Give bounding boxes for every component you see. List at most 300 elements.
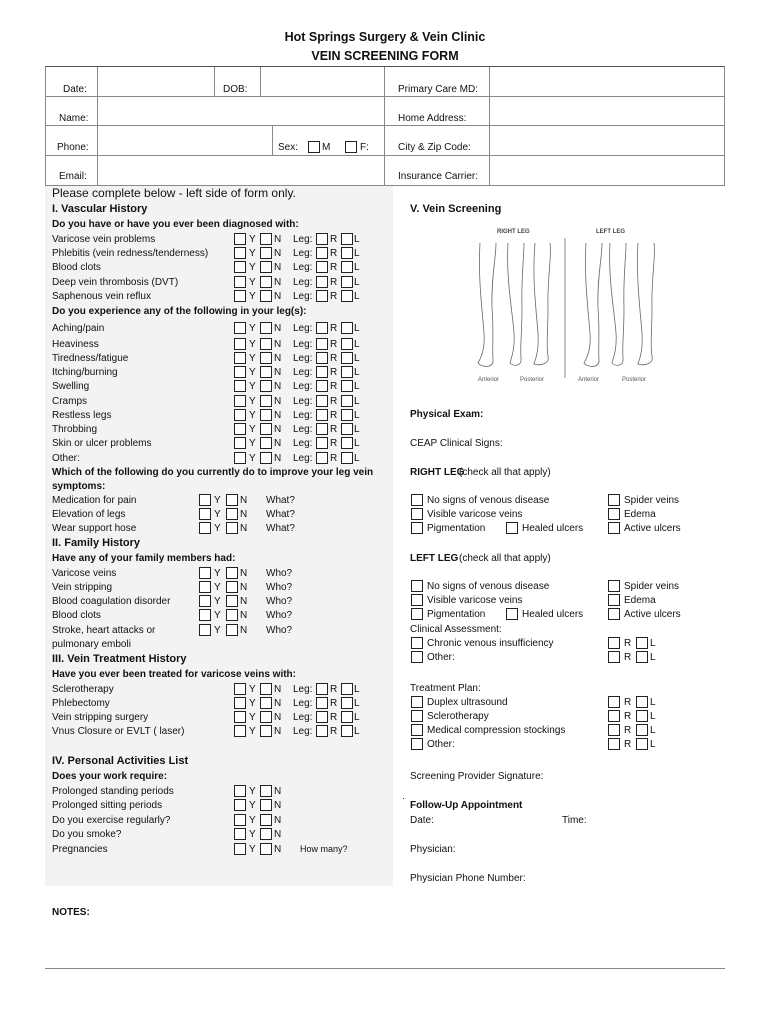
no-label: N	[274, 234, 282, 245]
symptom-yes-checkbox-0[interactable]	[234, 322, 246, 334]
symptom-no-checkbox-4[interactable]	[260, 380, 272, 392]
symptom-right-checkbox-7[interactable]	[316, 423, 328, 435]
family-yes-checkbox-3[interactable]	[199, 609, 211, 621]
diagnosed-yes-checkbox-1[interactable]	[234, 247, 246, 259]
leg-label: Leg:	[293, 262, 313, 273]
right-label: R	[330, 453, 338, 464]
diagnosed-right-checkbox-2[interactable]	[316, 261, 328, 273]
symptom-no-checkbox-6[interactable]	[260, 409, 272, 421]
symptom-yes-checkbox-5[interactable]	[234, 395, 246, 407]
left-label: L	[354, 339, 360, 350]
plan-left-checkbox-0[interactable]	[636, 696, 648, 708]
assessment-left-checkbox-1[interactable]	[636, 651, 648, 663]
sex-f-checkbox[interactable]	[345, 141, 357, 153]
symptom-yes-checkbox-8[interactable]	[234, 437, 246, 449]
yes-label: Y	[249, 800, 256, 811]
right-label: R	[330, 323, 338, 334]
assessment-right-checkbox-0[interactable]	[608, 637, 620, 649]
symptom-yes-checkbox-1[interactable]	[234, 338, 246, 350]
left-sign2-label: Edema	[624, 595, 656, 606]
symptom-left-checkbox-0[interactable]	[341, 322, 353, 334]
diagnosed-no-checkbox-1[interactable]	[260, 247, 272, 259]
notes-label: NOTES:	[52, 907, 90, 918]
right-label: R	[330, 438, 338, 449]
left-label: L	[354, 410, 360, 421]
diagnosed-left-checkbox-2[interactable]	[341, 261, 353, 273]
diagnosed-no-checkbox-4[interactable]	[260, 290, 272, 302]
symptom-right-checkbox-5[interactable]	[316, 395, 328, 407]
posterior-label-2: Posterior	[622, 377, 647, 383]
family-no-checkbox-4[interactable]	[226, 624, 238, 636]
no-label: N	[274, 844, 282, 855]
right-label: R	[330, 698, 338, 709]
improve-question: Which of the following do you currently do to improve your leg vein	[52, 467, 374, 478]
family-yes-checkbox-0[interactable]	[199, 567, 211, 579]
right-sign2-checkbox-1[interactable]	[608, 508, 620, 520]
leg-label: Leg:	[293, 234, 313, 245]
symptom-right-checkbox-1[interactable]	[316, 338, 328, 350]
yes-label: Y	[214, 509, 221, 520]
left-sign-label: Visible varicose veins	[427, 595, 523, 606]
symptom-left-checkbox-8[interactable]	[341, 437, 353, 449]
followup-box	[403, 798, 404, 799]
symptom-no-checkbox-0[interactable]	[260, 322, 272, 334]
symptom-left-checkbox-9[interactable]	[341, 452, 353, 464]
diagnosed-yes-checkbox-2[interactable]	[234, 261, 246, 273]
diagnosed-left-checkbox-0[interactable]	[341, 233, 353, 245]
clinical-assessment-label: Clinical Assessment:	[410, 624, 502, 635]
plan-checkbox-3[interactable]	[411, 738, 423, 750]
yes-label: Y	[214, 625, 221, 636]
yes-label: Y	[249, 453, 256, 464]
family-no-checkbox-0[interactable]	[226, 567, 238, 579]
vein-treatment-yes-checkbox-2[interactable]	[234, 711, 246, 723]
symptom-right-checkbox-2[interactable]	[316, 352, 328, 364]
activity-yes-checkbox-1[interactable]	[234, 799, 246, 811]
improve-yes-checkbox-1[interactable]	[199, 508, 211, 520]
diagnosed-yes-checkbox-0[interactable]	[234, 233, 246, 245]
improve-yes-checkbox-2[interactable]	[199, 522, 211, 534]
symptom-yes-checkbox-7[interactable]	[234, 423, 246, 435]
right-sign2-checkbox-0[interactable]	[608, 494, 620, 506]
no-label: N	[274, 410, 282, 421]
vein-treatment-no-checkbox-2[interactable]	[260, 711, 272, 723]
vein-treatment-yes-checkbox-1[interactable]	[234, 697, 246, 709]
left-label: L	[650, 739, 656, 750]
right-label: R	[330, 234, 338, 245]
yes-label: Y	[249, 815, 256, 826]
yes-label: Y	[249, 712, 256, 723]
experience-question: Do you experience any of the following in your leg(s):	[52, 306, 307, 317]
vein-treatment-no-checkbox-1[interactable]	[260, 697, 272, 709]
activity-no-checkbox-0[interactable]	[260, 785, 272, 797]
symptom-no-checkbox-9[interactable]	[260, 452, 272, 464]
no-label: N	[274, 381, 282, 392]
yes-label: Y	[249, 277, 256, 288]
plan-right-checkbox-2[interactable]	[608, 724, 620, 736]
symptom-right-checkbox-6[interactable]	[316, 409, 328, 421]
no-label: N	[240, 625, 248, 636]
yes-label: Y	[249, 262, 256, 273]
symptom-no-checkbox-2[interactable]	[260, 352, 272, 364]
vein-treatment-right-checkbox-3[interactable]	[316, 725, 328, 737]
family-item-label: Blood clots	[52, 610, 101, 621]
yes-label: Y	[249, 410, 256, 421]
vein-treatment-right-checkbox-2[interactable]	[316, 711, 328, 723]
diagnosed-question: Do you have or have you ever been diagnosed with:	[52, 219, 299, 230]
left-sign2-checkbox-1[interactable]	[608, 594, 620, 606]
leg-label: Leg:	[293, 424, 313, 435]
activity-yes-checkbox-4[interactable]	[234, 843, 246, 855]
right-sign-label: Pigmentation	[427, 523, 486, 534]
symptom-yes-checkbox-6[interactable]	[234, 409, 246, 421]
symptom-no-checkbox-7[interactable]	[260, 423, 272, 435]
diagnosed-left-checkbox-4[interactable]	[341, 290, 353, 302]
no-label: N	[274, 277, 282, 288]
symptom-right-checkbox-4[interactable]	[316, 380, 328, 392]
plan-left-checkbox-1[interactable]	[636, 710, 648, 722]
leg-label: Leg:	[293, 684, 313, 695]
treatment-label: Wear support hose	[52, 523, 137, 534]
yes-label: Y	[249, 367, 256, 378]
yes-label: Y	[249, 339, 256, 350]
right-sign2-checkbox-2[interactable]	[608, 522, 620, 534]
vein-treatment-label: Phlebectomy	[52, 698, 110, 709]
symptom-right-checkbox-3[interactable]	[316, 366, 328, 378]
leg-label: Leg:	[293, 367, 313, 378]
family-item-label: Stroke, heart attacks or	[52, 625, 156, 636]
left-label: L	[354, 262, 360, 273]
leg-label: Leg:	[293, 726, 313, 737]
name-label: Name:	[59, 113, 89, 124]
yes-label: Y	[214, 596, 221, 607]
right-label: R	[330, 367, 338, 378]
symptom-yes-checkbox-2[interactable]	[234, 352, 246, 364]
physical-exam-label: Physical Exam:	[410, 409, 484, 420]
no-label: N	[240, 568, 248, 579]
improve-no-checkbox-2[interactable]	[226, 522, 238, 534]
sex-f-label: F:	[360, 142, 369, 153]
who-label: Who?	[266, 582, 293, 593]
activity-no-checkbox-2[interactable]	[260, 814, 272, 826]
activity-no-checkbox-3[interactable]	[260, 828, 272, 840]
diagnosed-no-checkbox-3[interactable]	[260, 276, 272, 288]
no-label: N	[274, 248, 282, 259]
pcp-label: Primary Care MD:	[398, 84, 479, 95]
symptom-left-checkbox-6[interactable]	[341, 409, 353, 421]
right-label: R	[624, 739, 632, 750]
family-no-checkbox-1[interactable]	[226, 581, 238, 593]
right-label: R	[330, 291, 338, 302]
leg-label: Leg:	[293, 712, 313, 723]
activity-label: Do you smoke?	[52, 829, 122, 840]
no-label: N	[240, 582, 248, 593]
right-sign2-label: Edema	[624, 509, 656, 520]
vein-treatment-left-checkbox-3[interactable]	[341, 725, 353, 737]
right-label: R	[330, 277, 338, 288]
family-yes-checkbox-1[interactable]	[199, 581, 211, 593]
right-label: R	[330, 248, 338, 259]
symptom-label: Skin or ulcer problems	[52, 438, 152, 449]
no-label: N	[274, 815, 282, 826]
vein-treatment-no-checkbox-0[interactable]	[260, 683, 272, 695]
vein-treatment-right-checkbox-0[interactable]	[316, 683, 328, 695]
diagnosed-right-checkbox-1[interactable]	[316, 247, 328, 259]
symptom-left-checkbox-2[interactable]	[341, 352, 353, 364]
plan-left-checkbox-2[interactable]	[636, 724, 648, 736]
yes-label: Y	[249, 234, 256, 245]
no-label: N	[274, 829, 282, 840]
family-yes-checkbox-2[interactable]	[199, 595, 211, 607]
family-history-title: II. Family History	[52, 537, 141, 549]
symptom-left-checkbox-5[interactable]	[341, 395, 353, 407]
assessment-other-label: Other:	[427, 652, 455, 663]
left-sign-checkbox-0[interactable]	[411, 580, 423, 592]
diagram-right-leg-label: RIGHT LEG	[497, 229, 530, 235]
yes-label: Y	[249, 438, 256, 449]
vein-treatment-title: III. Vein Treatment History	[52, 653, 187, 665]
assessment-other-checkbox[interactable]	[411, 651, 423, 663]
improve-no-checkbox-0[interactable]	[226, 494, 238, 506]
no-label: N	[274, 353, 282, 364]
right-label: R	[330, 424, 338, 435]
symptom-yes-checkbox-4[interactable]	[234, 380, 246, 392]
plan-right-checkbox-0[interactable]	[608, 696, 620, 708]
diagnosed-no-checkbox-2[interactable]	[260, 261, 272, 273]
family-question: Have any of your family members had:	[52, 553, 236, 564]
symptom-no-checkbox-1[interactable]	[260, 338, 272, 350]
symptom-no-checkbox-5[interactable]	[260, 395, 272, 407]
right-sign-checkbox-2[interactable]	[411, 522, 423, 534]
right-healed-ulcers-label: Healed ulcers	[522, 523, 584, 534]
symptom-left-checkbox-7[interactable]	[341, 423, 353, 435]
yes-label: Y	[214, 610, 221, 621]
no-label: N	[274, 438, 282, 449]
assessment-right-checkbox-1[interactable]	[608, 651, 620, 663]
activity-yes-checkbox-0[interactable]	[234, 785, 246, 797]
symptom-yes-checkbox-9[interactable]	[234, 452, 246, 464]
activity-yes-checkbox-2[interactable]	[234, 814, 246, 826]
activity-label: Prolonged sitting periods	[52, 800, 163, 811]
cvi-label: Chronic venous insufficiency	[427, 638, 554, 649]
condition-label: Varicose vein problems	[52, 234, 156, 245]
left-sign-label: No signs of venous disease	[427, 581, 550, 592]
left-label: L	[354, 291, 360, 302]
diagnosed-left-checkbox-1[interactable]	[341, 247, 353, 259]
left-sign-checkbox-1[interactable]	[411, 594, 423, 606]
left-label: L	[354, 367, 360, 378]
left-label: L	[354, 684, 360, 695]
plan-left-checkbox-3[interactable]	[636, 738, 648, 750]
right-label: R	[624, 725, 632, 736]
leg-label: Leg:	[293, 410, 313, 421]
diagnosed-right-checkbox-3[interactable]	[316, 276, 328, 288]
family-no-checkbox-2[interactable]	[226, 595, 238, 607]
left-label: L	[354, 712, 360, 723]
no-label: N	[274, 712, 282, 723]
left-label: L	[650, 652, 656, 663]
legs-diagram	[460, 238, 660, 378]
right-sign-checkbox-1[interactable]	[411, 508, 423, 520]
diagnosed-right-checkbox-0[interactable]	[316, 233, 328, 245]
leg-label: Leg:	[293, 323, 313, 334]
cvi-checkbox[interactable]	[411, 637, 423, 649]
left-sign-label: Pigmentation	[427, 609, 486, 620]
symptom-no-checkbox-3[interactable]	[260, 366, 272, 378]
plan-checkbox-2[interactable]	[411, 724, 423, 736]
right-label: R	[330, 262, 338, 273]
left-label: L	[650, 697, 656, 708]
leg-label: Leg:	[293, 438, 313, 449]
activity-no-checkbox-1[interactable]	[260, 799, 272, 811]
left-label: L	[354, 323, 360, 334]
no-label: N	[240, 523, 248, 534]
plan-checkbox-1[interactable]	[411, 710, 423, 722]
plan-checkbox-0[interactable]	[411, 696, 423, 708]
family-yes-checkbox-4[interactable]	[199, 624, 211, 636]
symptom-label: Itching/burning	[52, 367, 118, 378]
plan-right-checkbox-1[interactable]	[608, 710, 620, 722]
leg-label: Leg:	[293, 353, 313, 364]
condition-label: Blood clots	[52, 262, 101, 273]
left-sign-checkbox-2[interactable]	[411, 608, 423, 620]
symptom-label: Heaviness	[52, 339, 99, 350]
date-label: Date:	[63, 84, 87, 95]
yes-label: Y	[249, 698, 256, 709]
symptom-left-checkbox-3[interactable]	[341, 366, 353, 378]
form-title: VEIN SCREENING FORM	[311, 49, 459, 63]
treated-question: Have you ever been treated for varicose veins with:	[52, 669, 296, 680]
vein-treatment-yes-checkbox-3[interactable]	[234, 725, 246, 737]
no-label: N	[274, 786, 282, 797]
left-label: L	[650, 711, 656, 722]
leg-label: Leg:	[293, 248, 313, 259]
clinic-name: Hot Springs Surgery & Vein Clinic	[284, 30, 486, 44]
activity-yes-checkbox-3[interactable]	[234, 828, 246, 840]
improve-yes-checkbox-0[interactable]	[199, 494, 211, 506]
yes-label: Y	[249, 248, 256, 259]
condition-label: Saphenous vein reflux	[52, 291, 151, 302]
family-item-label: Vein stripping	[52, 582, 113, 593]
vein-treatment-no-checkbox-3[interactable]	[260, 725, 272, 737]
symptom-left-checkbox-1[interactable]	[341, 338, 353, 350]
left-sign2-checkbox-2[interactable]	[608, 608, 620, 620]
leg-label: Leg:	[293, 381, 313, 392]
family-item-label: Blood coagulation disorder	[52, 596, 171, 607]
vein-treatment-label: Vein stripping surgery	[52, 712, 149, 723]
diagnosed-no-checkbox-0[interactable]	[260, 233, 272, 245]
leg-label: Leg:	[293, 277, 313, 288]
right-label: R	[330, 353, 338, 364]
right-healed-ulcers-checkbox[interactable]	[506, 522, 518, 534]
symptom-left-checkbox-4[interactable]	[341, 380, 353, 392]
symptom-right-checkbox-9[interactable]	[316, 452, 328, 464]
left-label: L	[354, 396, 360, 407]
vascular-history-title: I. Vascular History	[52, 203, 148, 215]
yes-label: Y	[214, 582, 221, 593]
leg-label: Leg:	[293, 396, 313, 407]
right-sign-label: Visible varicose veins	[427, 509, 523, 520]
symptom-right-checkbox-8[interactable]	[316, 437, 328, 449]
right-label: R	[330, 410, 338, 421]
what-label: What?	[266, 523, 295, 534]
right-sign2-label: Active ulcers	[624, 523, 681, 534]
who-label: Who?	[266, 568, 293, 579]
plan-item-label: Duplex ultrasound	[427, 697, 508, 708]
plan-item-label: Sclerotherapy	[427, 711, 489, 722]
symptom-label: Cramps	[52, 396, 88, 407]
yes-label: Y	[214, 568, 221, 579]
symptom-no-checkbox-8[interactable]	[260, 437, 272, 449]
plan-item-label: Medical compression stockings	[427, 725, 566, 736]
followup-title: Follow-Up Appointment	[410, 800, 523, 811]
no-label: N	[274, 323, 282, 334]
activity-label: Prolonged standing periods	[52, 786, 174, 797]
yes-label: Y	[214, 495, 221, 506]
right-label: R	[624, 638, 632, 649]
left-sign2-checkbox-0[interactable]	[608, 580, 620, 592]
family-no-checkbox-3[interactable]	[226, 609, 238, 621]
symptom-label: Other:	[52, 453, 80, 464]
diagram-left-leg-label: LEFT LEG	[596, 229, 625, 235]
vein-treatment-left-checkbox-0[interactable]	[341, 683, 353, 695]
right-leg-title: RIGHT LEG	[410, 467, 465, 478]
symptom-label: Restless legs	[52, 410, 112, 421]
ceap-label: CEAP Clinical Signs:	[410, 438, 503, 449]
improve-no-checkbox-1[interactable]	[226, 508, 238, 520]
city-label: City & Zip Code:	[398, 142, 471, 153]
plan-right-checkbox-3[interactable]	[608, 738, 620, 750]
right-label: R	[624, 697, 632, 708]
yes-label: Y	[249, 786, 256, 797]
no-label: N	[274, 291, 282, 302]
vein-treatment-yes-checkbox-0[interactable]	[234, 683, 246, 695]
vein-treatment-right-checkbox-1[interactable]	[316, 697, 328, 709]
diagnosed-yes-checkbox-3[interactable]	[234, 276, 246, 288]
activity-no-checkbox-4[interactable]	[260, 843, 272, 855]
left-healed-ulcers-checkbox[interactable]	[506, 608, 518, 620]
sex-label: Sex:	[278, 142, 299, 153]
family-item-label: pulmonary emboli	[52, 639, 131, 650]
left-label: L	[354, 381, 360, 392]
vein-treatment-left-checkbox-1[interactable]	[341, 697, 353, 709]
treatment-label: Elevation of legs	[52, 509, 126, 520]
symptom-yes-checkbox-3[interactable]	[234, 366, 246, 378]
left-check-note: (check all that apply)	[459, 553, 551, 564]
diagnosed-right-checkbox-4[interactable]	[316, 290, 328, 302]
left-label: L	[354, 726, 360, 737]
left-healed-ulcers-label: Healed ulcers	[522, 609, 584, 620]
sex-m-checkbox[interactable]	[308, 141, 320, 153]
right-sign-checkbox-0[interactable]	[411, 494, 423, 506]
no-label: N	[240, 509, 248, 520]
left-label: L	[354, 277, 360, 288]
left-label: L	[354, 234, 360, 245]
symptom-label: Aching/pain	[52, 323, 105, 334]
yes-label: Y	[249, 396, 256, 407]
right-label: R	[624, 652, 632, 663]
vein-treatment-left-checkbox-2[interactable]	[341, 711, 353, 723]
diagnosed-left-checkbox-3[interactable]	[341, 276, 353, 288]
left-label: L	[650, 725, 656, 736]
assessment-left-checkbox-0[interactable]	[636, 637, 648, 649]
diagnosed-yes-checkbox-4[interactable]	[234, 290, 246, 302]
date-field[interactable]	[97, 70, 212, 98]
symptom-right-checkbox-0[interactable]	[316, 322, 328, 334]
right-label: R	[330, 396, 338, 407]
no-label: N	[274, 698, 282, 709]
yes-label: Y	[249, 684, 256, 695]
